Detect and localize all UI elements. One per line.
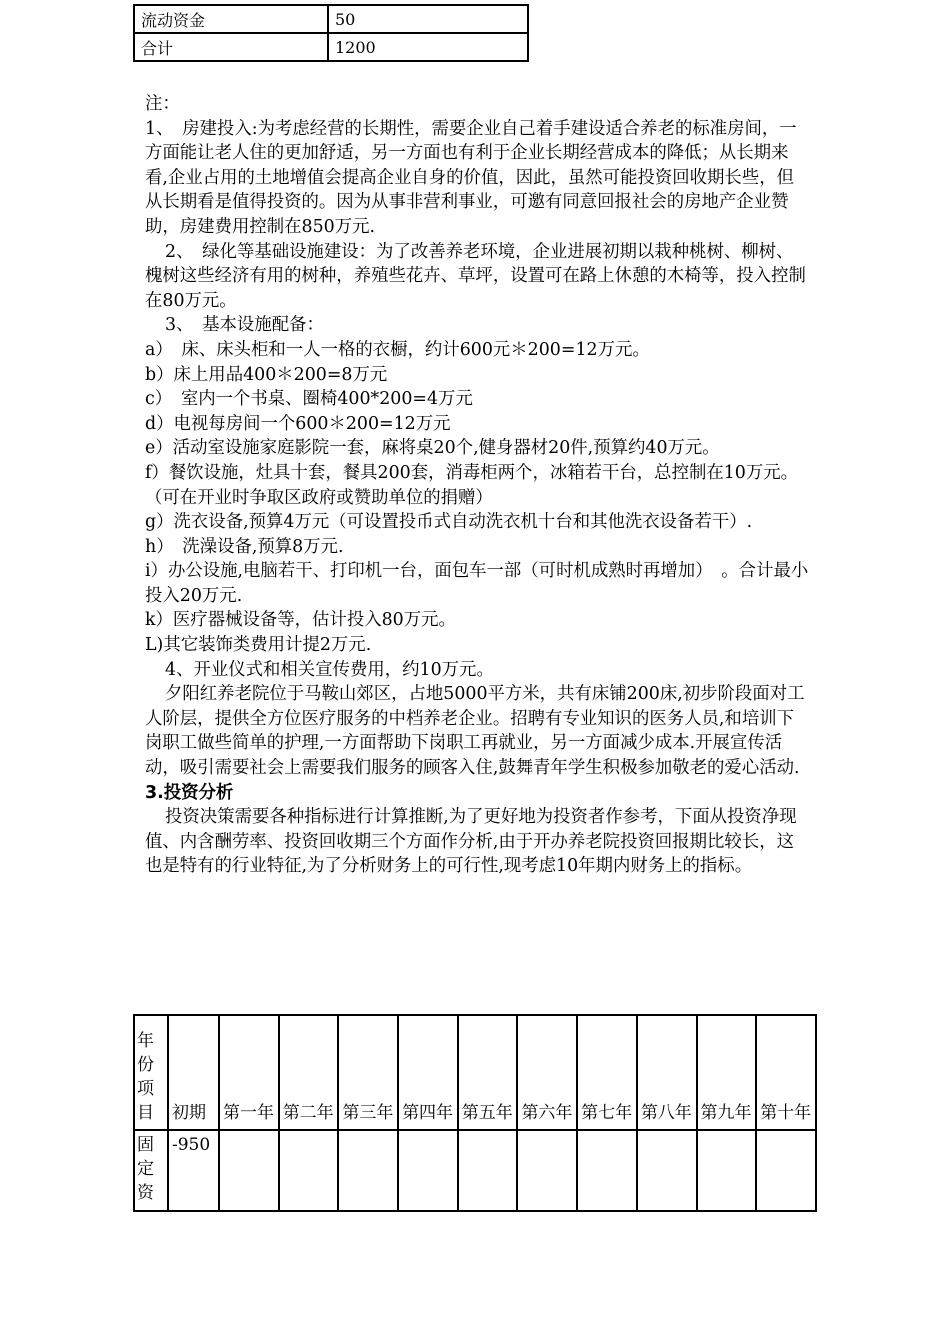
note-paragraph: f）餐饮设施，灶具十套，餐具200套，消毒柜两个，冰箱若干台，总控制在10万元。（可在开业时争取区政府或赞助单位的捐赠）: [145, 462, 799, 508]
value-cell: 1200: [328, 33, 528, 61]
header-cell: 初期: [168, 1015, 219, 1130]
note-paragraph: k）医疗器械设备等，估计投入80万元。: [145, 610, 456, 631]
table-cell: -950: [168, 1130, 219, 1211]
header-cell: 第十年: [756, 1015, 816, 1130]
header-cell: 第三年: [338, 1015, 398, 1130]
header-cell: 第七年: [577, 1015, 637, 1130]
table-header-row: [134, 1015, 816, 1130]
capital-summary-table: [133, 4, 529, 62]
table-row: [134, 1130, 816, 1211]
header-cell: 第四年: [398, 1015, 458, 1130]
note-paragraph: c） 室内一个书桌、圈椅400*200=4万元: [145, 389, 473, 410]
header-cell: 第八年: [637, 1015, 697, 1130]
table-cell: [398, 1130, 458, 1211]
table-cell: [756, 1130, 816, 1211]
header-cell: 第六年: [517, 1015, 577, 1130]
table-cell: [577, 1130, 637, 1211]
value-cell: 50: [328, 5, 528, 33]
note-paragraph: 2、 绿化等基础设施建设：为了改善养老环境，企业进展初期以栽种桃树、柳树、槐树这些经济有用的树种，养殖些花卉、草坪，设置可在路上休憩的木椅等，投入控制在80万元。: [145, 241, 806, 311]
item-cell: 合计: [134, 33, 328, 61]
table-cell: [697, 1130, 757, 1211]
investment-analysis-table: [133, 1014, 817, 1212]
table-cell: [517, 1130, 577, 1211]
note-paragraph: 夕阳红养老院位于马鞍山郊区，占地5000平方米，共有床铺200床,初步阶段面对工人阶层，提供全方位医疗服务的中档养老企业。招聘有专业知识的医务人员,和培训下岗职工做些简单的护理,一方面帮助下岗职工再就业，另一方面减少成本.开展宣传活动，吸引需要社会上需要我们服务的顾客入住,鼓舞青年学生积极参加敬老的爱心活动.: [145, 684, 805, 779]
note-paragraph: g）洗衣设备,预算4万元（可设置投币式自动洗衣机十台和其他洗衣设备若干）.: [145, 512, 753, 533]
section-heading: 3.投资分析: [145, 782, 234, 803]
table-cell: [458, 1130, 518, 1211]
document-body: [145, 92, 810, 879]
header-cell: 第二年: [279, 1015, 339, 1130]
note-paragraph: 3、 基本设施配备：: [165, 315, 324, 336]
note-paragraph: h） 洗澡设备,预算8万元.: [145, 536, 344, 557]
table-cell: [279, 1130, 339, 1211]
table-cell: [338, 1130, 398, 1211]
note-paragraph: 注：: [145, 94, 180, 114]
table-cell: [637, 1130, 697, 1211]
note-paragraph: i）办公设施,电脑若干、打印机一台，面包车一部（可时机成熟时再增加） 。合计最小投入20万元.: [145, 561, 809, 606]
table-row: [134, 5, 528, 33]
note-paragraph: a） 床、床头柜和一人一格的衣橱，约计600元＊200=12万元。: [145, 339, 650, 360]
table-cell: 固定资: [134, 1130, 168, 1211]
header-cell: 第五年: [458, 1015, 518, 1130]
note-paragraph: e）活动室设施家庭影院一套，麻将桌20个,健身器材20件,预算约40万元。: [145, 438, 720, 459]
table-row: [134, 33, 528, 61]
note-paragraph: b）床上用品400＊200=8万元: [145, 364, 388, 385]
item-cell: 流动资金: [134, 5, 328, 33]
note-paragraph: d）电视每房间一个600＊200=12万元: [145, 413, 451, 434]
section-paragraph: 投资决策需要各种指标进行计算推断,为了更好地为投资者作参考，下面从投资净现值、内含酬劳率、投资回收期三个方面作分析,由于开办养老院投资回报期比较长，这也是特有的行业特征,为了分析财务上的可行性,现考虑10年期内财务上的指标。: [145, 807, 797, 877]
note-paragraph: L)其它装饰类费用计提2万元.: [145, 635, 372, 656]
header-cell: 第一年: [219, 1015, 279, 1130]
header-cell: 年份项目: [134, 1015, 168, 1130]
header-cell: 第九年: [697, 1015, 757, 1130]
table-cell: [219, 1130, 279, 1211]
note-paragraph: 4、开业仪式和相关宣传费用，约10万元。: [165, 659, 494, 680]
note-paragraph: 1、 房建投入:为考虑经营的长期性，需要企业自己着手建设适合养老的标准房间，一方面能让老人住的更加舒适，另一方面也有利于企业长期经营成本的降低；从长期来看,企业占用的土地增值会提高企业自身的价值，因此，虽然可能投资回收期长些，但从长期看是值得投资的。因为从事非营利事业，可邀有同意回报社会的房地产企业赞助，房建费用控制在850万元.: [145, 118, 797, 237]
notes-section: [145, 92, 810, 781]
